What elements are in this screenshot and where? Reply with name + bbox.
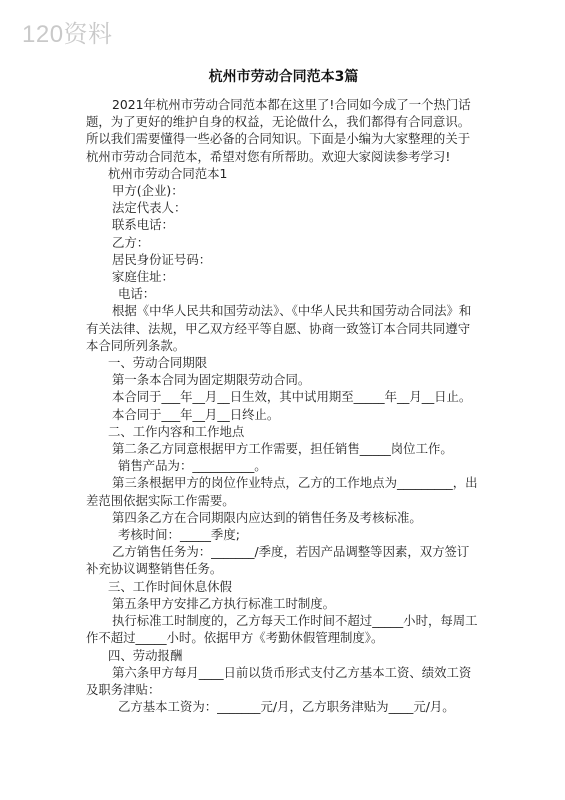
document-title: 杭州市劳动合同范本3篇: [208, 69, 359, 85]
paragraph: 甲方(企业)：: [112, 183, 184, 199]
paragraph: 2021年杭州市劳动合同范本都在这里了!合同如今成了一个热门话题，为了更好的维护自身的权益，无论做什么，我们都得有合同意识。所以我们需要懂得一些必备的合同知识。下面是小编为大家整理的关于杭州市劳动合同范本，希望对您有所帮助。欢迎大家阅读参考学习!: [86, 97, 471, 164]
paragraph: 乙方销售任务为：_______/季度，若因产品调整等因素，双方签订补充协议调整销售任务。: [86, 544, 470, 577]
paragraph: 本合同于___年__月__日终止。: [112, 406, 280, 422]
paragraph: 第五条甲方安排乙方执行标准工时制度。: [112, 595, 336, 611]
paragraph: 根据《中华人民共和国劳动法》、《中华人民共和国劳动合同法》和有关法律、法规，甲乙双方经平等自愿、协商一致签订本合同共同遵守本合同所列条款。: [86, 303, 472, 353]
paragraph: 四、劳动报酬: [108, 647, 183, 663]
paragraph: 家庭住址：: [112, 269, 174, 285]
paragraph: 居民身份证号码：: [112, 251, 212, 267]
paragraph: 乙方基本工资为：_______元/月，乙方职务津贴为____元/月。: [118, 699, 455, 715]
paragraph: 第二条乙方同意根据甲方工作需要，担任销售_____岗位工作。: [112, 441, 453, 457]
document-body: [86, 96, 481, 715]
paragraph: 杭州市劳动合同范本1: [108, 165, 228, 181]
paragraph: 执行标准工时制度的，乙方每天工作时间不超过_____小时，每周工作不超过_____小时。依据甲方《考勤休假管理制度》。: [86, 613, 478, 646]
paragraph: 考核时间：_____季度;: [118, 527, 240, 543]
paragraph: 二、工作内容和工作地点: [108, 423, 245, 439]
paragraph: 本合同于___年__月__日生效，其中试用期至_____年__月__日止。: [112, 389, 472, 405]
paragraph: 三、工作时间休息休假: [108, 578, 232, 594]
paragraph: 乙方：: [112, 234, 150, 250]
paragraph: 第四条乙方在合同期限内应达到的销售任务及考核标准。: [112, 509, 422, 525]
paragraph: 电话：: [118, 286, 156, 302]
watermark-logo: 120资料: [22, 21, 113, 48]
paragraph: 第三条根据甲方的岗位作业特点，乙方的工作地点为_________，出差范围依据实际工作需要。: [86, 475, 478, 508]
paragraph: 第一条本合同为固定期限劳动合同。: [112, 372, 311, 388]
paragraph: 联系电话：: [112, 217, 174, 233]
paragraph: 销售产品为：__________。: [118, 458, 267, 474]
paragraph: 一、劳动合同期限: [108, 355, 208, 371]
paragraph: 第六条甲方每月____日前以货币形式支付乙方基本工资、绩效工资及职务津贴：: [86, 664, 472, 697]
paragraph: 法定代表人：: [112, 200, 187, 216]
